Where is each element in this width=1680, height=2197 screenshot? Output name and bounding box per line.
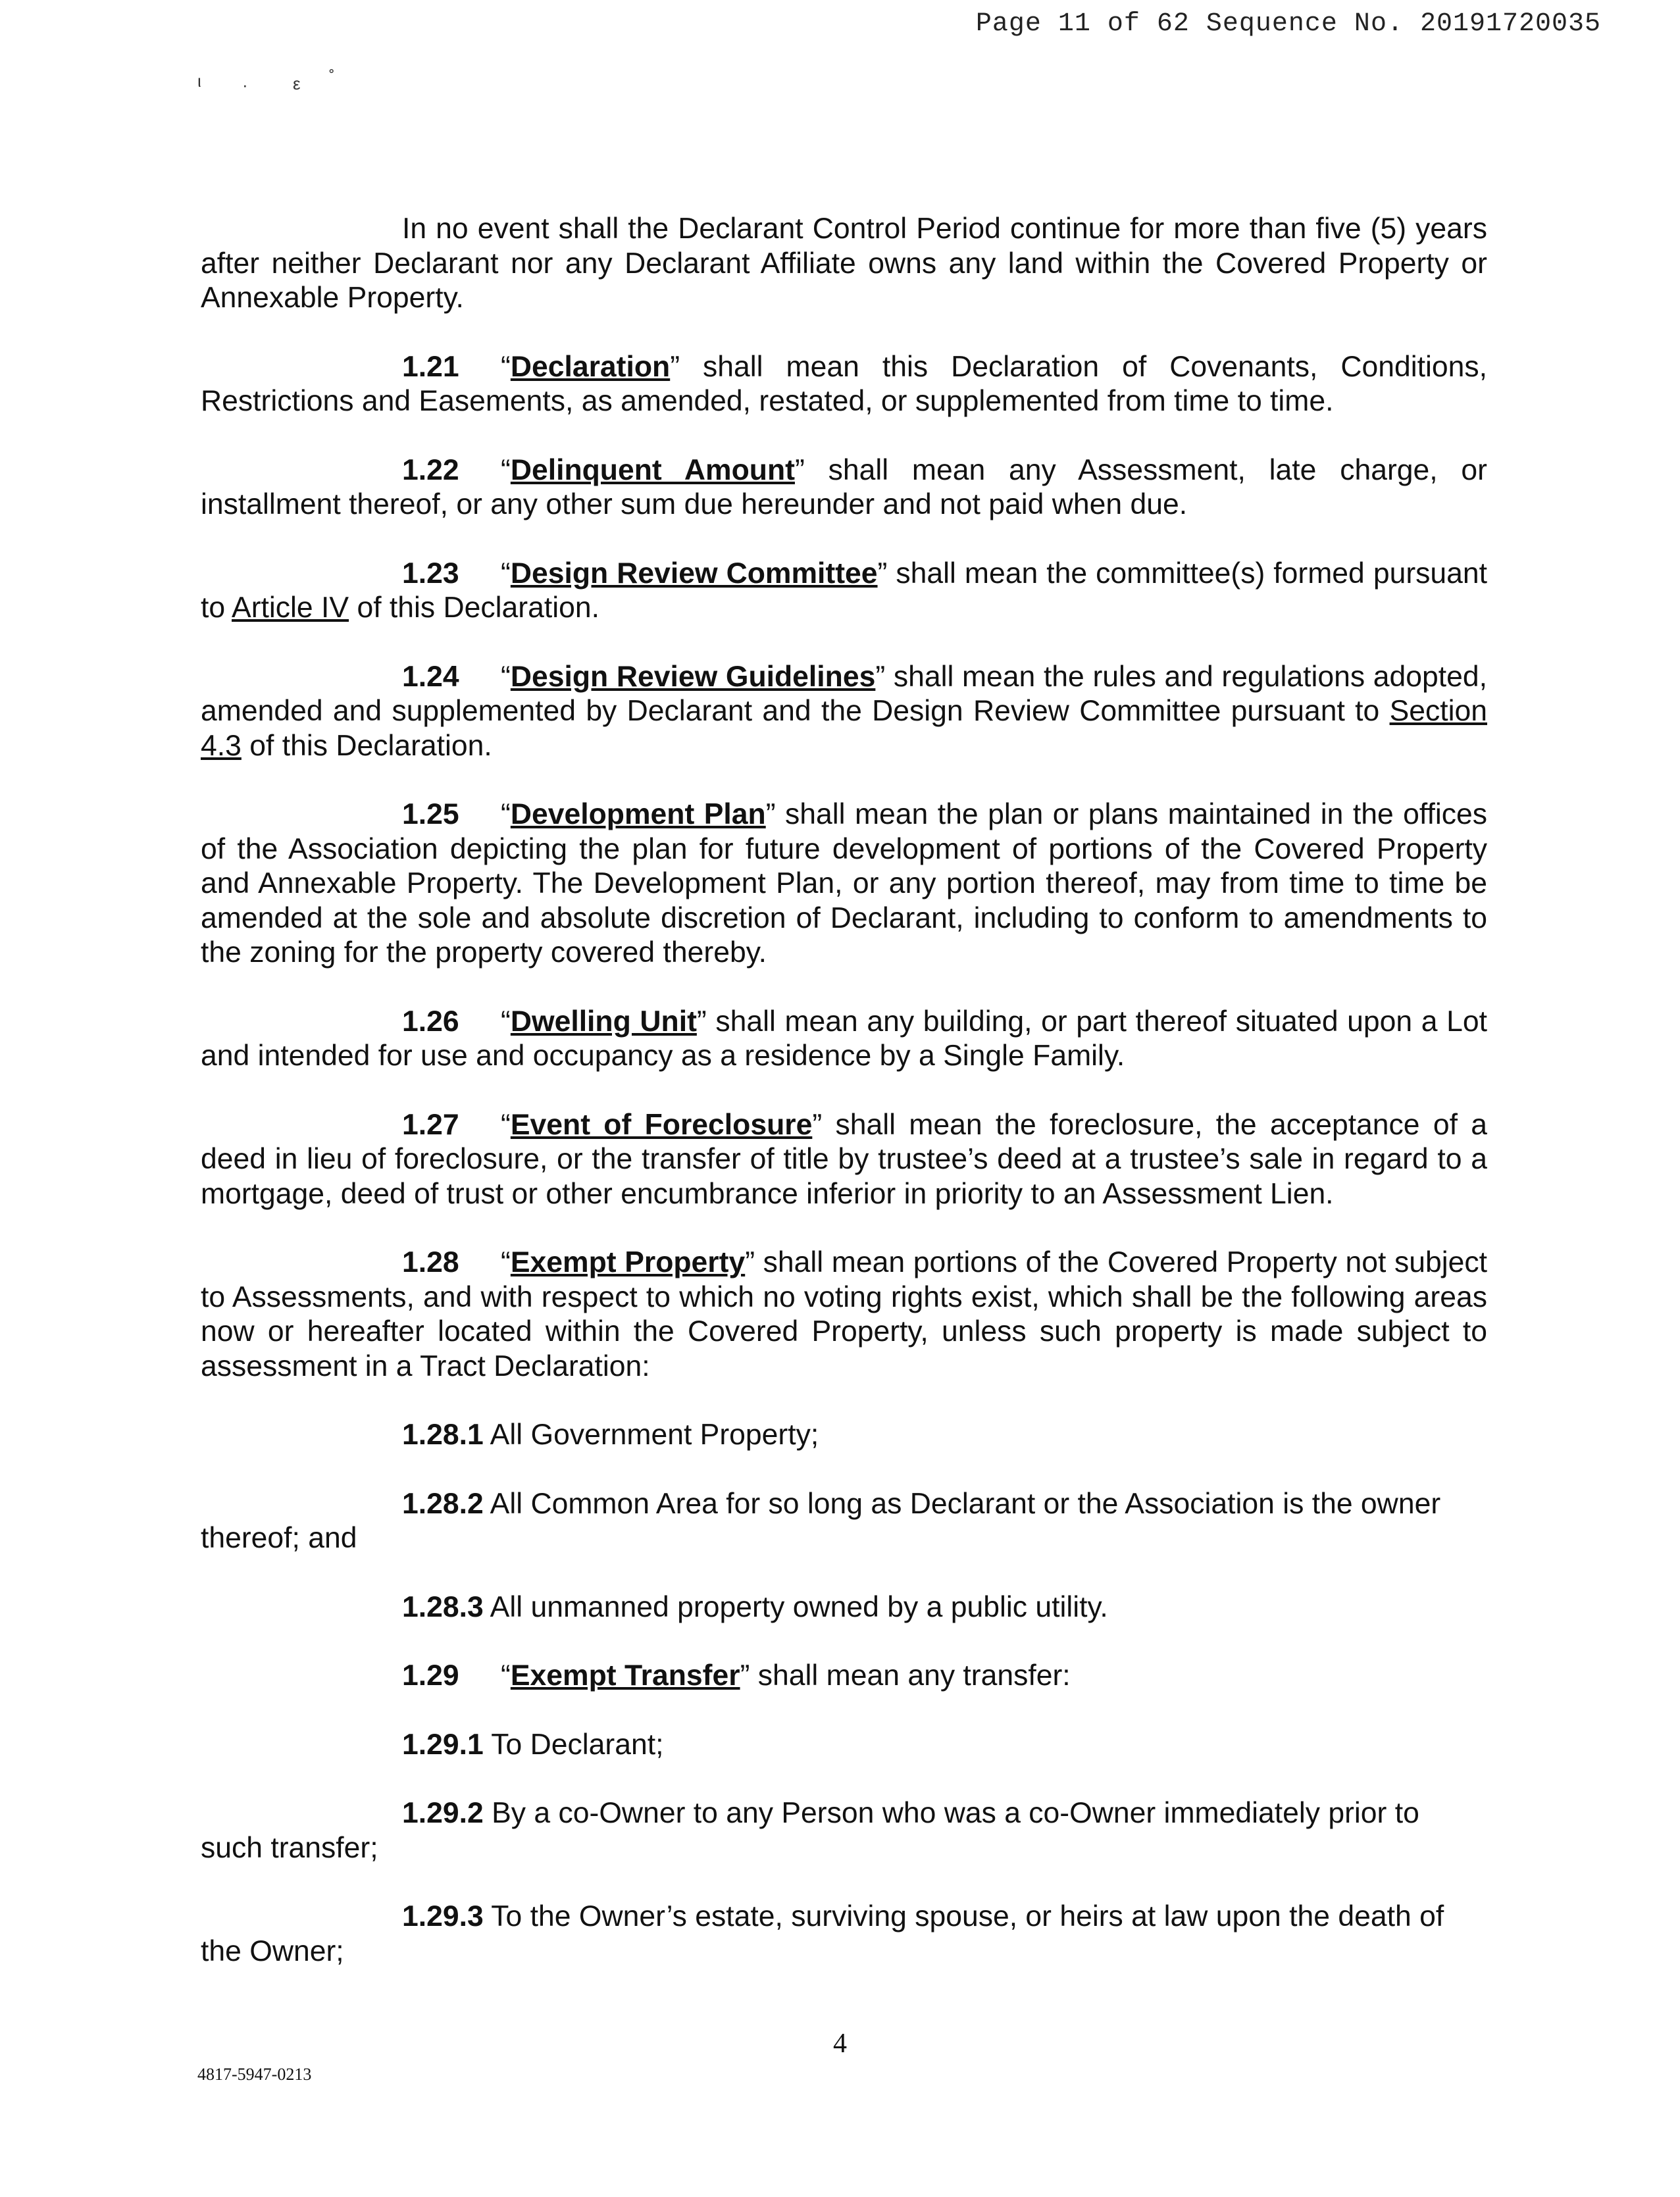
cross-reference: Section 4.3 (201, 695, 1487, 762)
close-quote: ” (765, 798, 776, 830)
open-quote: “ (501, 1659, 511, 1692)
definition-text: shall mean portions of the Covered Property not subject to Assessments, and with respect to which no voting rights exist, which shall be the following areas now or hereafter located within the Covered Property, unless such property is made subject to assessment in a Tract Declaration: (201, 1246, 1487, 1382)
open-quote: “ (501, 798, 511, 830)
defined-term: Design Review Guidelines (510, 660, 876, 693)
close-quote: ” (670, 350, 680, 383)
subsection-text: To Declarant; (483, 1728, 664, 1761)
subsection-text: By a co-Owner to any Person who was a co-Owner immediately prior to (483, 1797, 1419, 1829)
open-quote: “ (501, 350, 511, 383)
defined-term: Event of Foreclosure (510, 1108, 813, 1141)
close-quote: ” (745, 1246, 755, 1278)
close-quote: ” (794, 453, 805, 486)
definition-text-end: of this Declaration. (349, 592, 599, 624)
page-sequence-header: Page 11 of 62 Sequence No. 20191720035 (975, 9, 1601, 39)
defined-term: Exempt Transfer (510, 1659, 740, 1692)
section-number: 1.26 (402, 1005, 459, 1038)
section-number: 1.28 (402, 1246, 459, 1278)
subsection-line (201, 1796, 1487, 1831)
close-quote: ” (877, 557, 888, 590)
cross-reference: Article IV (232, 592, 349, 624)
subsection-number: 1.28.3 (402, 1590, 484, 1623)
subsection-1-29-3 (201, 1900, 1487, 1969)
definition-text: shall mean any Assessment, late charge, or installment thereof, or any other sum due hereunder and not paid when due. (201, 453, 1487, 520)
document-body (201, 212, 1487, 2003)
subsection-number: 1.29.3 (402, 1900, 484, 1932)
subsection-1-28-3 (201, 1590, 1487, 1625)
subsection-text: All Government Property; (483, 1419, 819, 1451)
defined-term: Declaration (510, 350, 671, 383)
subsection-number: 1.29.1 (402, 1728, 484, 1761)
definition-text: shall mean this Declaration of Covenants, Conditions, Restrictions and Easements, as amended, restated, or supplemented from time to time. (201, 350, 1487, 417)
subsection-continuation: such transfer; (201, 1831, 378, 1864)
definition-1-29 (201, 1659, 1487, 1694)
scan-speck: ˚ (329, 67, 335, 87)
definition-1-25 (201, 797, 1487, 971)
definition-text: shall mean any transfer: (750, 1659, 1071, 1692)
definition-1-27 (201, 1108, 1487, 1212)
subsection-text: To the Owner’s estate, surviving spouse, or heirs at law upon the death of (483, 1900, 1444, 1932)
section-number: 1.29 (402, 1659, 459, 1692)
subsection-number: 1.28.1 (402, 1419, 484, 1451)
close-quote: ” (875, 660, 886, 693)
open-quote: “ (501, 1246, 511, 1278)
subsection-1-29-2 (201, 1796, 1487, 1865)
defined-term: Design Review Committee (510, 557, 878, 590)
subsection-number: 1.29.2 (402, 1797, 484, 1829)
definition-1-28 (201, 1246, 1487, 1384)
section-number: 1.27 (402, 1108, 459, 1141)
close-quote: ” (740, 1659, 750, 1692)
defined-term: Development Plan (510, 798, 766, 830)
subsection-line (201, 1487, 1487, 1522)
paragraph-control-period: In no event shall the Declarant Control Period continue for more than five (5) years after neither Declarant nor any Declarant Affiliate owns any land within the Covered Property or Annexable Property. (201, 213, 1487, 314)
subsection-continuation: the Owner; (201, 1934, 344, 1967)
section-number: 1.21 (402, 350, 459, 383)
definition-1-23 (201, 557, 1487, 626)
open-quote: “ (501, 557, 511, 590)
definition-text-end: of this Declaration. (241, 729, 492, 762)
definition-text: shall mean the rules and regulations adopted, amended and supplemented by Declarant and the Design Review Committee pursuant to (201, 660, 1487, 727)
open-quote: “ (501, 660, 511, 693)
subsection-text: All unmanned property owned by a public utility. (483, 1590, 1108, 1623)
scan-speck: ι (197, 71, 201, 91)
scan-speck: ε (293, 74, 301, 93)
page-number: 4 (833, 2029, 847, 2059)
definition-text: shall mean the plan or plans maintained in the offices of the Association depicting the plan for future development of portions of the Covered Property and Annexable Property. The Development Plan, or any portion thereof, may from time to time be amended at the sole and absolute discretion of Declarant, including to conform to amendments to the zoning for the property covered thereby. (201, 798, 1487, 969)
close-quote: ” (696, 1005, 707, 1038)
subsection-line (201, 1900, 1487, 1934)
definition-1-24 (201, 660, 1487, 764)
definition-1-21 (201, 350, 1487, 419)
defined-term: Delinquent Amount (510, 453, 795, 486)
scan-speck: · (242, 75, 248, 95)
close-quote: ” (812, 1108, 823, 1141)
open-quote: “ (501, 1108, 511, 1141)
subsection-1-28-2 (201, 1487, 1487, 1556)
subsection-1-29-1 (201, 1728, 1487, 1763)
subsection-1-28-1 (201, 1418, 1487, 1453)
document-id: 4817-5947-0213 (197, 2065, 312, 2084)
open-quote: “ (501, 453, 511, 486)
section-number: 1.23 (402, 557, 459, 590)
defined-term: Dwelling Unit (510, 1005, 697, 1038)
definition-text: shall mean the committee(s) formed pursuant to (201, 557, 1487, 624)
definition-text: shall mean any building, or part thereof situated upon a Lot and intended for use and occupancy as a residence by a Single Family. (201, 1005, 1487, 1072)
subsection-continuation: thereof; and (201, 1522, 357, 1554)
open-quote: “ (501, 1005, 511, 1038)
section-number: 1.25 (402, 798, 459, 830)
section-number: 1.24 (402, 660, 459, 693)
section-number: 1.22 (402, 453, 459, 486)
definition-1-26 (201, 1005, 1487, 1074)
definition-text: shall mean the foreclosure, the acceptance of a deed in lieu of foreclosure, or the transfer of title by trustee’s deed at a trustee’s sale in regard to a mortgage, deed of trust or other encumbrance inferior in priority to an Assessment Lien. (201, 1108, 1487, 1210)
defined-term: Exempt Property (510, 1246, 746, 1278)
definition-1-22 (201, 453, 1487, 522)
subsection-number: 1.28.2 (402, 1487, 484, 1520)
subsection-text: All Common Area for so long as Declarant or the Association is the owner (483, 1487, 1441, 1520)
